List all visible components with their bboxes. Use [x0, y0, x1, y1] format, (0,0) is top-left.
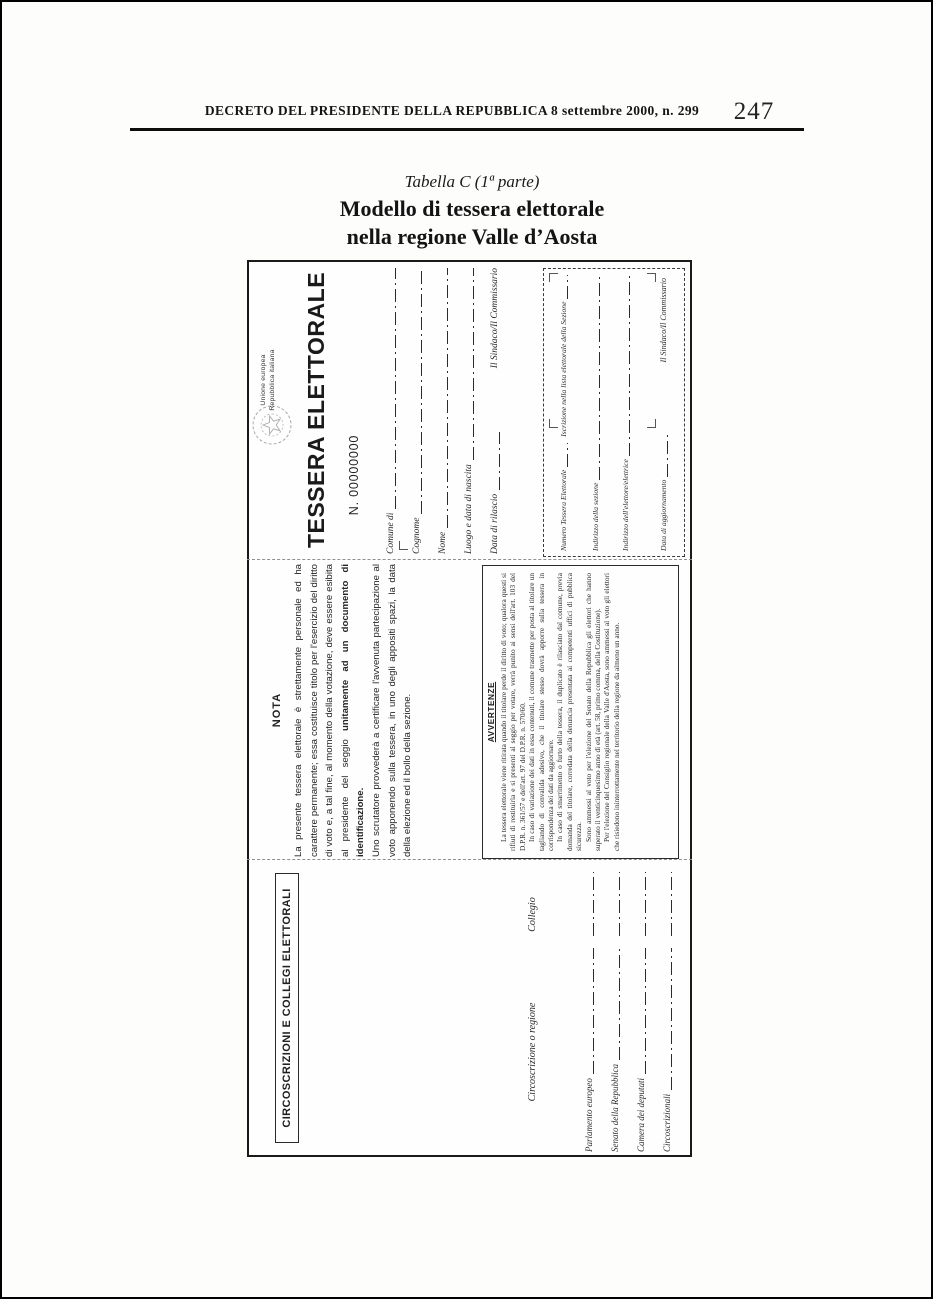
field-row-luogo-nascita	[461, 268, 474, 554]
nota-paragraph-2: Uno scrutatore provvederà a certificare l'avvenuta partecipazione al voto apponendo sulla tessera, in uno degli appositi spazi, la data della elezione ed il bollo della sezione.	[370, 564, 414, 857]
avvertenze-paragraph: In caso di smarrimento o furto della tessera, il duplicato è rilasciato dal comune, previa domanda del titolare, corredata della denuncia presentata ai competenti uffici di pubblica sicurezza.	[555, 573, 584, 851]
row-line-col2	[583, 872, 594, 936]
field-label: Cognome	[412, 517, 422, 554]
field-line	[557, 275, 568, 299]
field-line	[619, 275, 630, 456]
field-line	[411, 268, 422, 514]
field-label: Data di rilascio	[490, 493, 500, 554]
field-label: Comune di	[386, 512, 396, 554]
field-label: Indirizzo della sezione	[591, 482, 600, 551]
registration-corner-mark	[399, 541, 408, 550]
nota-paragraph-1	[291, 564, 369, 857]
tessera-front-panel	[247, 260, 692, 560]
nota-paragraph-1-regular: La presente tessera elettorale è strettamente personale ed ha carattere permanente; essa costituisce titolo per l'esercizio del diritto di voto e, a tal fine, al momento della votazione, deve essere esibita al presidente del seggio	[293, 564, 351, 857]
row-label: Camera dei deputati	[636, 1078, 646, 1152]
nota-heading: NOTA	[271, 692, 283, 728]
field-label: Indirizzo dell'elettore/elettrice	[621, 459, 630, 551]
field-row-comune	[383, 268, 396, 554]
field-line	[463, 268, 474, 460]
field-line	[385, 268, 396, 509]
registration-corner-mark	[647, 273, 656, 282]
field-line	[489, 432, 500, 490]
row-line-col2	[609, 872, 620, 936]
column-header-collegio: Collegio	[527, 897, 538, 932]
update-row-indirizzo-sezione	[588, 275, 600, 551]
update-row-indirizzo-elettore	[618, 275, 630, 551]
table-row	[659, 872, 672, 1152]
circoscrizioni-panel	[247, 860, 692, 1157]
field-line	[657, 431, 668, 477]
doc-title-line2: nella regione Valle d’Aosta	[346, 224, 598, 249]
column-header-circoscrizione: Circoscrizione o regione	[527, 1002, 538, 1102]
emblem	[249, 328, 297, 448]
row-line-col1	[609, 948, 620, 1060]
update-row-numero	[556, 275, 568, 551]
avvertenze-paragraph: Per l'elezione del Consiglio regionale della Valle d'Aosta, sono ammessi al voto gli elettori che risiedono ininterrottamente nel territorio della regione da almeno un anno.	[602, 573, 621, 851]
row-line-col1	[635, 948, 646, 1074]
avvertenze-box	[482, 565, 679, 859]
row-line-col2	[635, 872, 646, 936]
electoral-card-figure	[247, 260, 692, 1157]
mayor-signature-label: Il Sindaco/Il Commissario	[490, 268, 500, 369]
row-label: Circoscrizionali	[662, 1093, 672, 1152]
update-box	[543, 268, 685, 557]
row-line-col2	[661, 872, 672, 936]
avvertenze-heading: AVVERTENZE	[487, 681, 496, 743]
header-rule	[130, 128, 804, 131]
tessera-number: N. 00000000	[347, 434, 361, 516]
field-label: Numero Tessera Elettorale	[559, 469, 568, 551]
registration-corner-mark	[647, 419, 656, 428]
table-caption: Tabella C (1ª parte)	[404, 172, 540, 191]
nota-panel	[247, 560, 692, 860]
running-header: DECRETO DEL PRESIDENTE DELLA REPUBBLICA 8 settembre 2000, n. 299	[204, 103, 700, 118]
row-line-col1	[583, 948, 594, 1074]
avvertenze-paragraph: La tessera elettorale viene ritirata quando il titolare perde il diritto di voto; qualora questi si rifiuti di restituirla e si presenti al seggio per votare, verrà punito ai sensi dell'art. 103 del D.P.R. n. 361/57 e dell'art. 97 del D.P.R. n. 570/60.	[499, 573, 527, 851]
emblem-caption-line1: Unione europea	[260, 354, 267, 406]
field-row-rilascio	[487, 268, 500, 554]
doc-title-line1: Modello di tessera elettorale	[339, 196, 605, 221]
circoscrizioni-heading-box: CIRCOSCRIZIONI E COLLEGI ELETTORALI	[275, 873, 299, 1143]
nota-text	[291, 564, 416, 857]
table-row	[633, 872, 646, 1152]
table-row	[581, 872, 594, 1152]
nota-paragraph-1-bold: unitamente ad un documento di identificazione.	[339, 564, 367, 857]
field-line	[557, 443, 568, 467]
row-label: Senato della Repubblica	[610, 1064, 620, 1152]
update-row-aggiornamento	[656, 275, 668, 551]
card-rotated-content	[247, 260, 692, 1157]
field-row-cognome	[409, 268, 422, 554]
field-label: Nome	[438, 531, 448, 554]
field-row-nome	[435, 268, 448, 554]
emblem-caption	[260, 328, 277, 432]
field-label: Data di aggiornamento	[659, 479, 668, 551]
table-row	[607, 872, 620, 1152]
field-label: Luogo e data di nascita	[464, 464, 474, 554]
row-line-col1	[661, 948, 672, 1090]
mayor-signature-label: Il Sindaco/Il Commissario	[659, 278, 668, 363]
avvertenze-paragraph: In caso di variazione dei dati in essa contenuti, il comune trasmette per posta al titolare un tagliando di convalida adesivo, che il titolare stesso dovrà apporre sulla tessera in corrispondenza dei dati da aggiornare.	[527, 573, 556, 851]
field-line	[589, 275, 600, 480]
row-label: Parlamento europeo	[584, 1078, 594, 1152]
avvertenze-paragraph: Sono ammessi al voto per l'elezione del Senato della Repubblica gli elettori che hanno superato il venticinquesimo anno di età (art. 58, primo comma, della Costituzione).	[583, 573, 603, 851]
tessera-title: TESSERA ELETTORALE	[303, 271, 329, 549]
emblem-caption-line2: Repubblica italiana	[268, 349, 276, 411]
field-label: Iscrizione nella lista elettorale della Sezione	[559, 301, 568, 437]
page-number: 247	[733, 98, 775, 125]
field-line	[437, 268, 448, 528]
